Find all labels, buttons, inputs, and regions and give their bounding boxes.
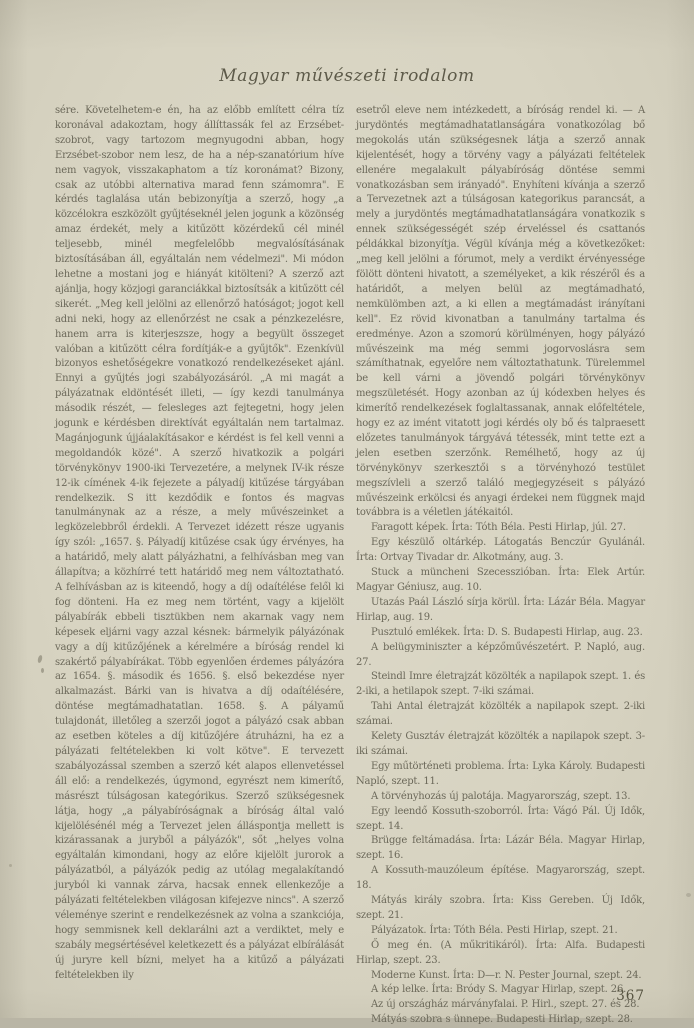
bibliography-entry: Moderne Kunst. Írta: D—r. N. Pester Journal, szept. 24. (371, 969, 642, 981)
bibliography-entry: Steindl Imre életrajzát közölték a napilapok szept. 1. és 2-iki, a hetilapok szept. 7-iki számai. (356, 671, 645, 698)
scan-speck (41, 668, 44, 673)
bibliography-entry: A kép lelke. Írta: Bródy S. Magyar Hirlap, szept. 26. (371, 984, 627, 996)
bibliography-entry: Mátyás király szobra. Írta: Kiss Gereben. Új Idők, szept. 21. (356, 895, 645, 921)
bibliography-entry: Ő meg én. (A műkritikáról). Írta: Alfa. Budapesti Hirlap, szept. 23. (356, 939, 645, 966)
bibliography-entry: Egy leendő Kossuth-szoborról. Írta: Vágó Pál. Új Idők, szept. 14. (356, 805, 645, 832)
bibliography-entry: Utazás Paál László sírja körül. Írta: Lázár Béla. Magyar Hirlap, aug. 19. (356, 596, 645, 623)
page-number: 367 (616, 988, 645, 1004)
bibliography-entry: Tahi Antal életrajzát közölték a napilapok szept. 2-iki számai. (356, 701, 645, 728)
bibliography-entry: A törvényhozás új palotája. Magyarország, szept. 13. (371, 790, 631, 802)
scan-speck (686, 893, 691, 897)
bibliography-entry: A Kossuth-mauzóleum építése. Magyarország, szept. 18. (356, 865, 645, 892)
bibliography-entry: Pályázatok. Írta: Tóth Béla. Pesti Hirlap, szept. 21. (371, 924, 618, 936)
bibliography-entry: Stuck a müncheni Szecesszióban. Írta: Elek Artúr. Magyar Géniusz, aug. 10. (356, 567, 645, 593)
bibliography-entry: Brügge feltámadása. Írta: Lázár Béla. Magyar Hirlap, szept. 16. (356, 835, 645, 862)
right-column-paragraph: esetről eleve nem intézkedett, a bíróság rendel ki. — A jurydöntés megtámadhatatlanságára vonatkozólag bő megokolás után szükségesnek látja a szerző annak kijelentését, hogy a törvény vagy a pályázati feltételek ellenére megalakult pályabíróság döntése semmi vonatkozásban sem irányadó". Enyhíteni kívánja a szerző a Tervezetnek azt a túlságosan kategorikus parancsát, a mely a jurydöntés megtámadhatatlanságára vonatkozik s ennek szükségességét szép érveléssel és csattanós példákkal bizonyítja. Végül kívánja még a következőket: „meg kell jelölni a fórumot, mely a verdikt érvényessége fölött dönteni hivatott, a személyeket, a kik részéről és a határidőt, a melyen belül az megtámadható, nemkülömben azt, a ki ellen a megtámadást irányítani kell". Ez rövid kivonatban a tanulmány tartalma és eredménye. Azon a szomorú körülményen, hogy pályázó művészeink ma még semmi jogorvoslásra sem számíthatnak, egyelőre nem változtathatunk. Türelemmel be kell várni a jövendő polgári törvénykönyv megszületését. Hogy azonban az új kódexben helyes és kimerítő rendelkezések foglaltassanak, annak előfeltétele, hogy ez az imént vitatott jogi kérdés oly bő és talpraesett előzetes tanulmányok tárgyává tétessék, mint tette ezt a jelen esetben szerzőnk. Remélhető, hogy az új törvénykönyv szerkesztői s a törvényhozó testület megszívleli a szerző találó megjegyzéseit s pályázó művészeink erkölcsi és anyagi érdekei nem függnek majd továbbra is a véletlen játékaitól. (356, 105, 645, 519)
bibliography-entry: Mátyás szobra s ünnepe. Budapesti Hirlap, szept. 28. (371, 1014, 633, 1026)
bibliography-entry: Pusztuló emlékek. Írta: D. S. Budapesti Hirlap, aug. 23. (371, 626, 643, 638)
bibliography-entry: A belügyminiszter a képzőművészetért. P. Napló, aug. 27. (356, 641, 645, 668)
left-column-paragraph: sére. Követelhetem-e én, ha az előbb említett célra tíz koronával adakoztam, hogy állíttassák fel az Erzsébet-szobrot, vagy tartozom megnyugodni abban, hogy Erzsébet-szobor nem lesz, de ha a nép-szanatórium híve nem vagyok, visszakaphatom a tíz koronámat? Bizony, csak az utóbbi alternativa marad fenn számomra". E kérdés taglalása után bebizonyítja a szerző, hogy „a közcélokra eszközölt gyűjtéseknél jelen jogunk a közönség amaz érdekét, mely a kitűzött közérdekű cél minél teljesebb, minél megfelelőbb megvalósításának biztosításában áll, egyáltalán nem védelmezi". Mi módon lehetne a mostani jog e hiányát kitölteni? A szerző azt ajánlja, hogy közjogi garanciákkal biztosítsák a kitűzött cél sikerét. „Meg kell jelölni az ellenőrző hatóságot; jogot kell adni neki, hogy az ellenőrzést ne csak a pénzkezelésre, hanem arra is kiterjeszsze, hogy a begyült összeget valóban a kitűzött célra fordítják-e a gyűjtők". Ezenkívül bizonyos eshetőségekre vonatkozó rendelkezéseket ajánl. Ennyi a gyűjtés jogi szabályozásáról. „A mi magát a pályázatnak eldöntését illeti, — így kezdi tanulmánya második részét, — felesleges azt fejtegetni, hogy jelen jogunk e kérdésben direktívát egyáltalán nem tartalmaz. Magánjogunk újjáalakításakor e kérdést is fel kell venni a megoldandók közé". A szerző hivatkozik a polgári törvénykönyv 1900-iki Tervezetére, a melynek IV-ik része 12-ik címének 4-ik fejezete a pályadíj kitűzése tárgyában rendelkezik. S itt kezdődik e fontos és magvas tanulmánynak az a része, a mely művészeinket a legközelebbről érdekli. A Tervezet idézett része ugyanis így szól: „1657. §. Pályadíj kitűzése csak úgy érvényes, ha a határidő, mely alatt pályázhatni, a felhívásban meg van állapítva; a közhírré tett határidő meg nem változtatható. A felhívásban az is kiteendő, hogy a díj odaítélése felől ki fog dönteni. Ha ez meg nem történt, vagy a kijelölt pályabírák ebbeli tisztükben nem akarnak vagy nem képesek eljárni vagy azzal késnek: bármelyik pályázónak vagy a díj kitűzőjének a kérelmére a bíróság rendel ki szakértő pályabírákat. Több egyenlően érdemes pályázóra az 1654. §. második és 1656. §. első bekezdése nyer alkalmazást. Bárki van is hivatva a díj odaítélésére, döntése megtámadhatatlan. 1658. §. A pályamű tulajdonát, illetőleg a szerzői jogot a pályázó csak abban az esetben köteles a díj kitűzőjére átruházni, ha ez a pályázati feltételekben ki volt kötve". E tervezett szabályozással szemben a szerző két alapos ellenvetéssel áll elő: a rendelkezés, úgymond, egyrészt nem kimerítő, másrészt túlságosan kategórikus. Szerző szükségesnek látja, hogy „a pályabíróságnak a bíróság által való kijelölésénél még a Tervezet jelen álláspontja mellett is kizárassanak a juryből a pályázók", sőt „helyes volna egyáltalán kimondani, hogy az előre kijelölt jurorok a pályázatból, a pályázók pedig az utólag megalakítandó juryból ki vannak zárva, hacsak ennek ellenkezője a pályázati feltételekben világosan kifejezve nincs". A szerző véleménye szerint e rendelkezésnek az volna a szankciója, hogy semmisnek kell deklarálni azt a verdiktet, mely e szabály megsértésével keletkezett és a pályázat elbírálását új juryre kell bízni, melyet ha a kitűző a pályázati feltételekben ily (55, 105, 344, 981)
scan-speck (37, 655, 43, 664)
bibliography-entry: Kelety Gusztáv életrajzát közölték a napilapok szept. 3-iki számai. (356, 731, 645, 757)
bibliography-entry: Egy készülő oltárkép. Látogatás Benczúr Gyulánál. Írta: Ortvay Tivadar dr. Alkotmány, aug. 3. (356, 537, 645, 564)
left-text-column (55, 104, 344, 1028)
bibliography-entry: Az új országház márványfalai. P. Hirl., szept. 27. és 28. (371, 999, 640, 1011)
page-title: Magyar művészeti irodalom (219, 66, 475, 86)
bibliography-entry: Egy műtörténeti problema. Írta: Lyka Károly. Budapesti Napló, szept. 11. (356, 760, 645, 787)
right-text-column (356, 104, 645, 1028)
text-columns (55, 104, 645, 1028)
bibliography-entry: Faragott képek. Írta: Tóth Béla. Pesti Hirlap, júl. 27. (371, 522, 626, 534)
scan-speck (9, 864, 12, 867)
